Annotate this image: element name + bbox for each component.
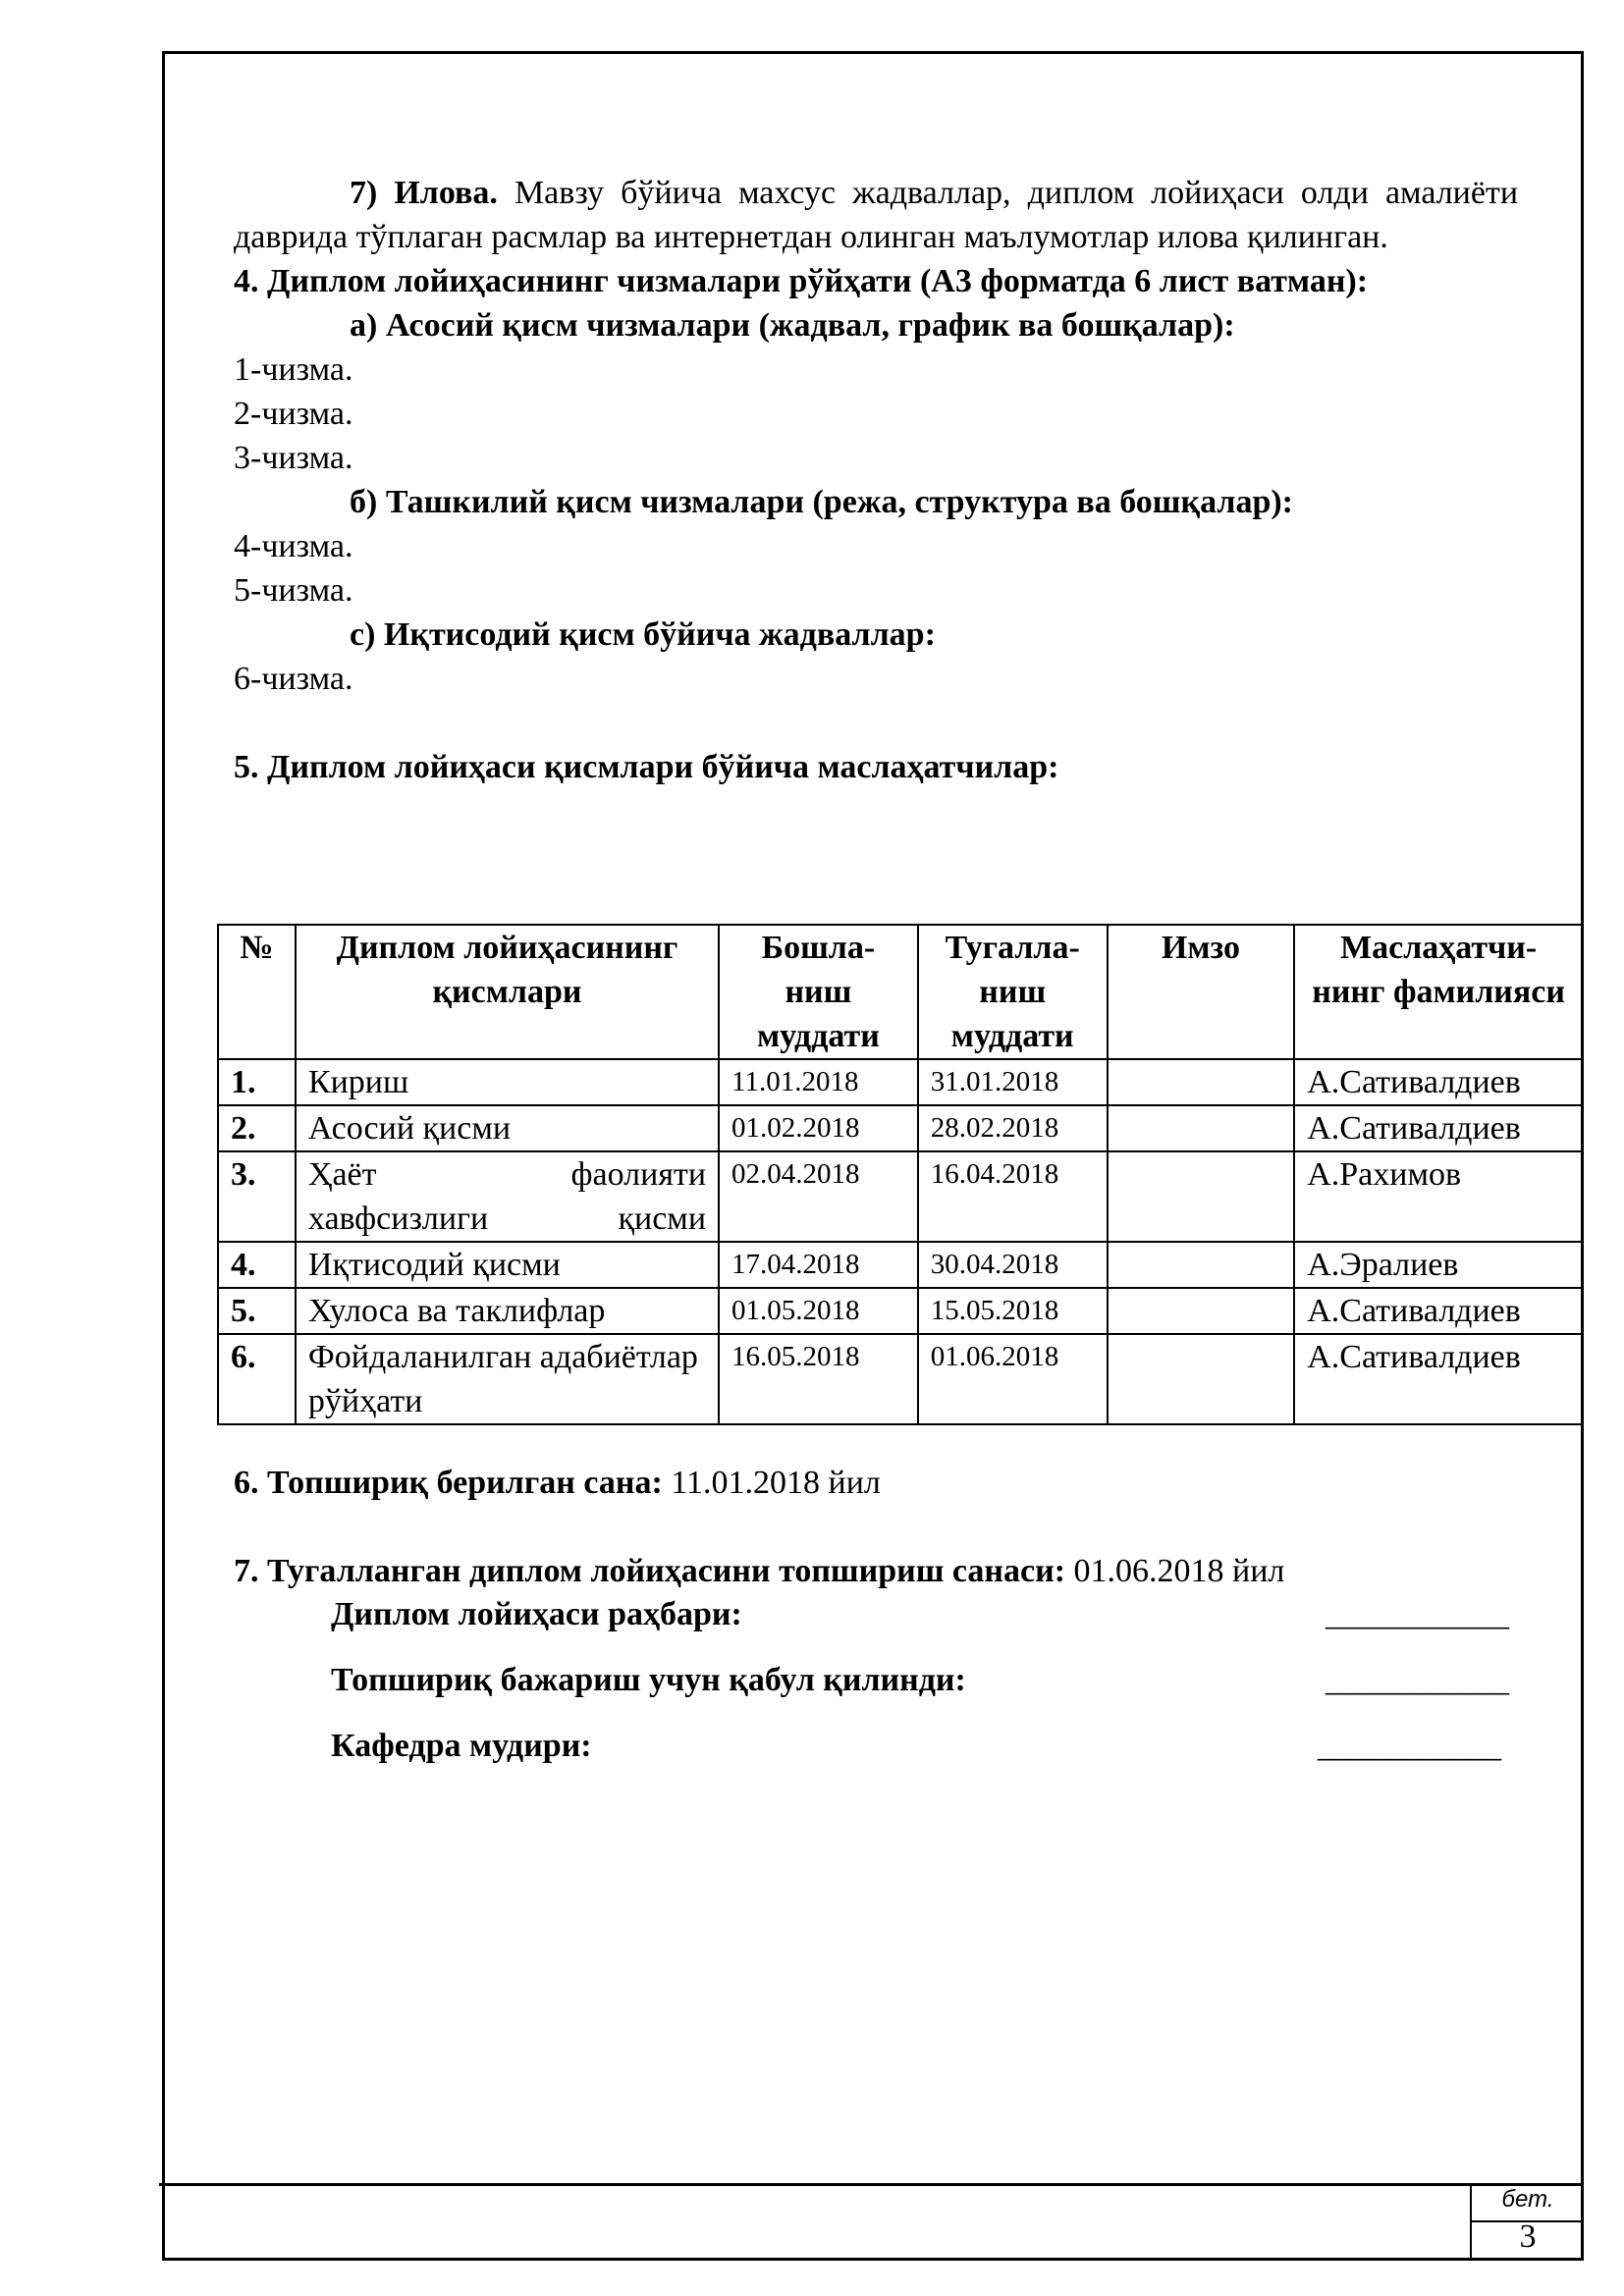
part-cell: Хулоса ва таклифлар — [296, 1288, 719, 1334]
drawing-item: 1-чизма. — [234, 351, 353, 388]
advisor-cell: А.Рахимов — [1294, 1151, 1583, 1242]
column-header: Имзо — [1108, 925, 1295, 1059]
signature-label: Топшириқ бажариш учун қабул қилинди: — [331, 1662, 966, 1698]
start-date-cell: 11.01.2018 — [719, 1059, 918, 1105]
signature-line: ___________ — [1326, 1662, 1509, 1698]
signature-cell — [1108, 1288, 1295, 1334]
end-date-cell: 16.04.2018 — [918, 1151, 1108, 1242]
signature-row — [331, 1592, 1509, 1636]
drawing-item: 3-чизма. — [234, 440, 353, 476]
end-date-cell: 28.02.2018 — [918, 1105, 1108, 1151]
column-header: Диплом лойиҳасининг қисмлари — [296, 925, 719, 1059]
document-body — [234, 171, 1518, 789]
advisor-cell: А.Сативалдиев — [1294, 1059, 1583, 1105]
advisor-cell: А.Эралиев — [1294, 1242, 1583, 1288]
column-header: № — [218, 925, 296, 1059]
end-date-cell: 01.06.2018 — [918, 1334, 1108, 1424]
signature-row — [331, 1658, 1509, 1702]
row-number: 6. — [218, 1334, 296, 1424]
dates-block — [234, 1461, 1549, 1593]
column-header: Маслаҳатчи-нинг фамилияси — [1294, 925, 1583, 1059]
column-header: Тугалла-ниш муддати — [918, 925, 1108, 1059]
signature-label: Диплом лойиҳаси раҳбари: — [331, 1596, 742, 1632]
end-date-cell: 30.04.2018 — [918, 1242, 1108, 1288]
drawing-item: 5-чизма. — [234, 572, 353, 609]
end-date-cell: 15.05.2018 — [918, 1288, 1108, 1334]
table-row — [218, 1242, 1583, 1288]
spacer — [234, 1505, 1549, 1549]
spacer — [234, 701, 1518, 745]
table-row — [218, 1105, 1583, 1151]
signature-line: ___________ — [1326, 1596, 1509, 1632]
signature-label: Кафедра мудири: — [331, 1728, 592, 1764]
row-number: 1. — [218, 1059, 296, 1105]
advisor-cell: А.Сативалдиев — [1294, 1288, 1583, 1334]
advisor-cell: А.Сативалдиев — [1294, 1334, 1583, 1424]
row-number: 3. — [218, 1151, 296, 1242]
drawings-group-title: б) Ташкилий қисм чизмалари (режа, структура ва бошқалар): — [350, 484, 1293, 520]
signature-cell — [1108, 1059, 1295, 1105]
start-date-cell: 01.05.2018 — [719, 1288, 918, 1334]
row-number: 4. — [218, 1242, 296, 1288]
page-number: 3 — [1519, 2218, 1537, 2255]
signature-cell — [1108, 1105, 1295, 1151]
advisor-cell: А.Сативалдиев — [1294, 1105, 1583, 1151]
task-issued-line — [234, 1461, 1549, 1505]
page-number-box — [1470, 2183, 1584, 2261]
part-cell: Ҳаёт фаолияти хавфсизлиги қисми — [296, 1151, 719, 1242]
start-date-cell: 01.02.2018 — [719, 1105, 918, 1151]
part-cell: Фойдаланилган адабиётлар рўйҳати — [296, 1334, 719, 1424]
part-cell: Иқтисодий қисми — [296, 1242, 719, 1288]
signature-line: ___________ — [1318, 1728, 1501, 1764]
drawing-item: 4-чизма. — [234, 528, 353, 564]
signature-cell — [1108, 1242, 1295, 1288]
submission-label: 7. Тугалланган диплом лойиҳасини топшириш санаси: — [234, 1553, 1066, 1589]
table-row — [218, 1151, 1583, 1242]
row-number: 2. — [218, 1105, 296, 1151]
table-row — [218, 1334, 1583, 1424]
signature-cell — [1108, 1334, 1295, 1424]
attachment-text: Мавзу бўйича махсус жадваллар, диплом лойиҳаси олди амалиёти даврида тўплаган расмлар ва интернетдан олинган маълумотлар илова қилинган. — [234, 175, 1519, 255]
attachment-title: 7) Илова. — [350, 175, 498, 211]
drawing-item: 2-чизма. — [234, 396, 353, 432]
table-row — [218, 1059, 1583, 1105]
drawing-item: 6-чизма. — [234, 661, 353, 697]
column-header: Бошла-ниш муддати — [719, 925, 918, 1059]
drawings-group-title: а) Асосий қисм чизмалари (жадвал, график ва бошқалар): — [350, 307, 1235, 344]
submission-line — [234, 1549, 1549, 1593]
start-date-cell: 02.04.2018 — [719, 1151, 918, 1242]
part-cell: Кириш — [296, 1059, 719, 1105]
attachment-paragraph — [234, 171, 1518, 259]
advisors-table — [217, 924, 1584, 1425]
signature-cell — [1108, 1151, 1295, 1242]
drawings-group-title: с) Иқтисодий қисм бўйича жадваллар: — [350, 616, 936, 653]
submission-date: 01.06.2018 йил — [1073, 1553, 1285, 1589]
row-number: 5. — [218, 1288, 296, 1334]
advisors-heading: 5. Диплом лойиҳаси қисмлари бўйича маслаҳатчилар: — [234, 749, 1059, 785]
end-date-cell: 31.01.2018 — [918, 1059, 1108, 1105]
signatures-block — [331, 1592, 1509, 1768]
signature-row — [331, 1724, 1509, 1768]
task-issued-date: 11.01.2018 йил — [671, 1465, 881, 1501]
start-date-cell: 17.04.2018 — [719, 1242, 918, 1288]
drawings-heading: 4. Диплом лойиҳасининг чизмалари рўйҳати (А3 форматда 6 лист ватман): — [234, 263, 1369, 299]
table-header-row — [218, 925, 1583, 1059]
table-row — [218, 1288, 1583, 1334]
part-cell: Асосий қисми — [296, 1105, 719, 1151]
task-issued-label: 6. Топшириқ берилган сана: — [234, 1465, 663, 1501]
frame-divider — [159, 2183, 1584, 2186]
page-label: бет. — [1501, 2186, 1554, 2213]
start-date-cell: 16.05.2018 — [719, 1334, 918, 1424]
